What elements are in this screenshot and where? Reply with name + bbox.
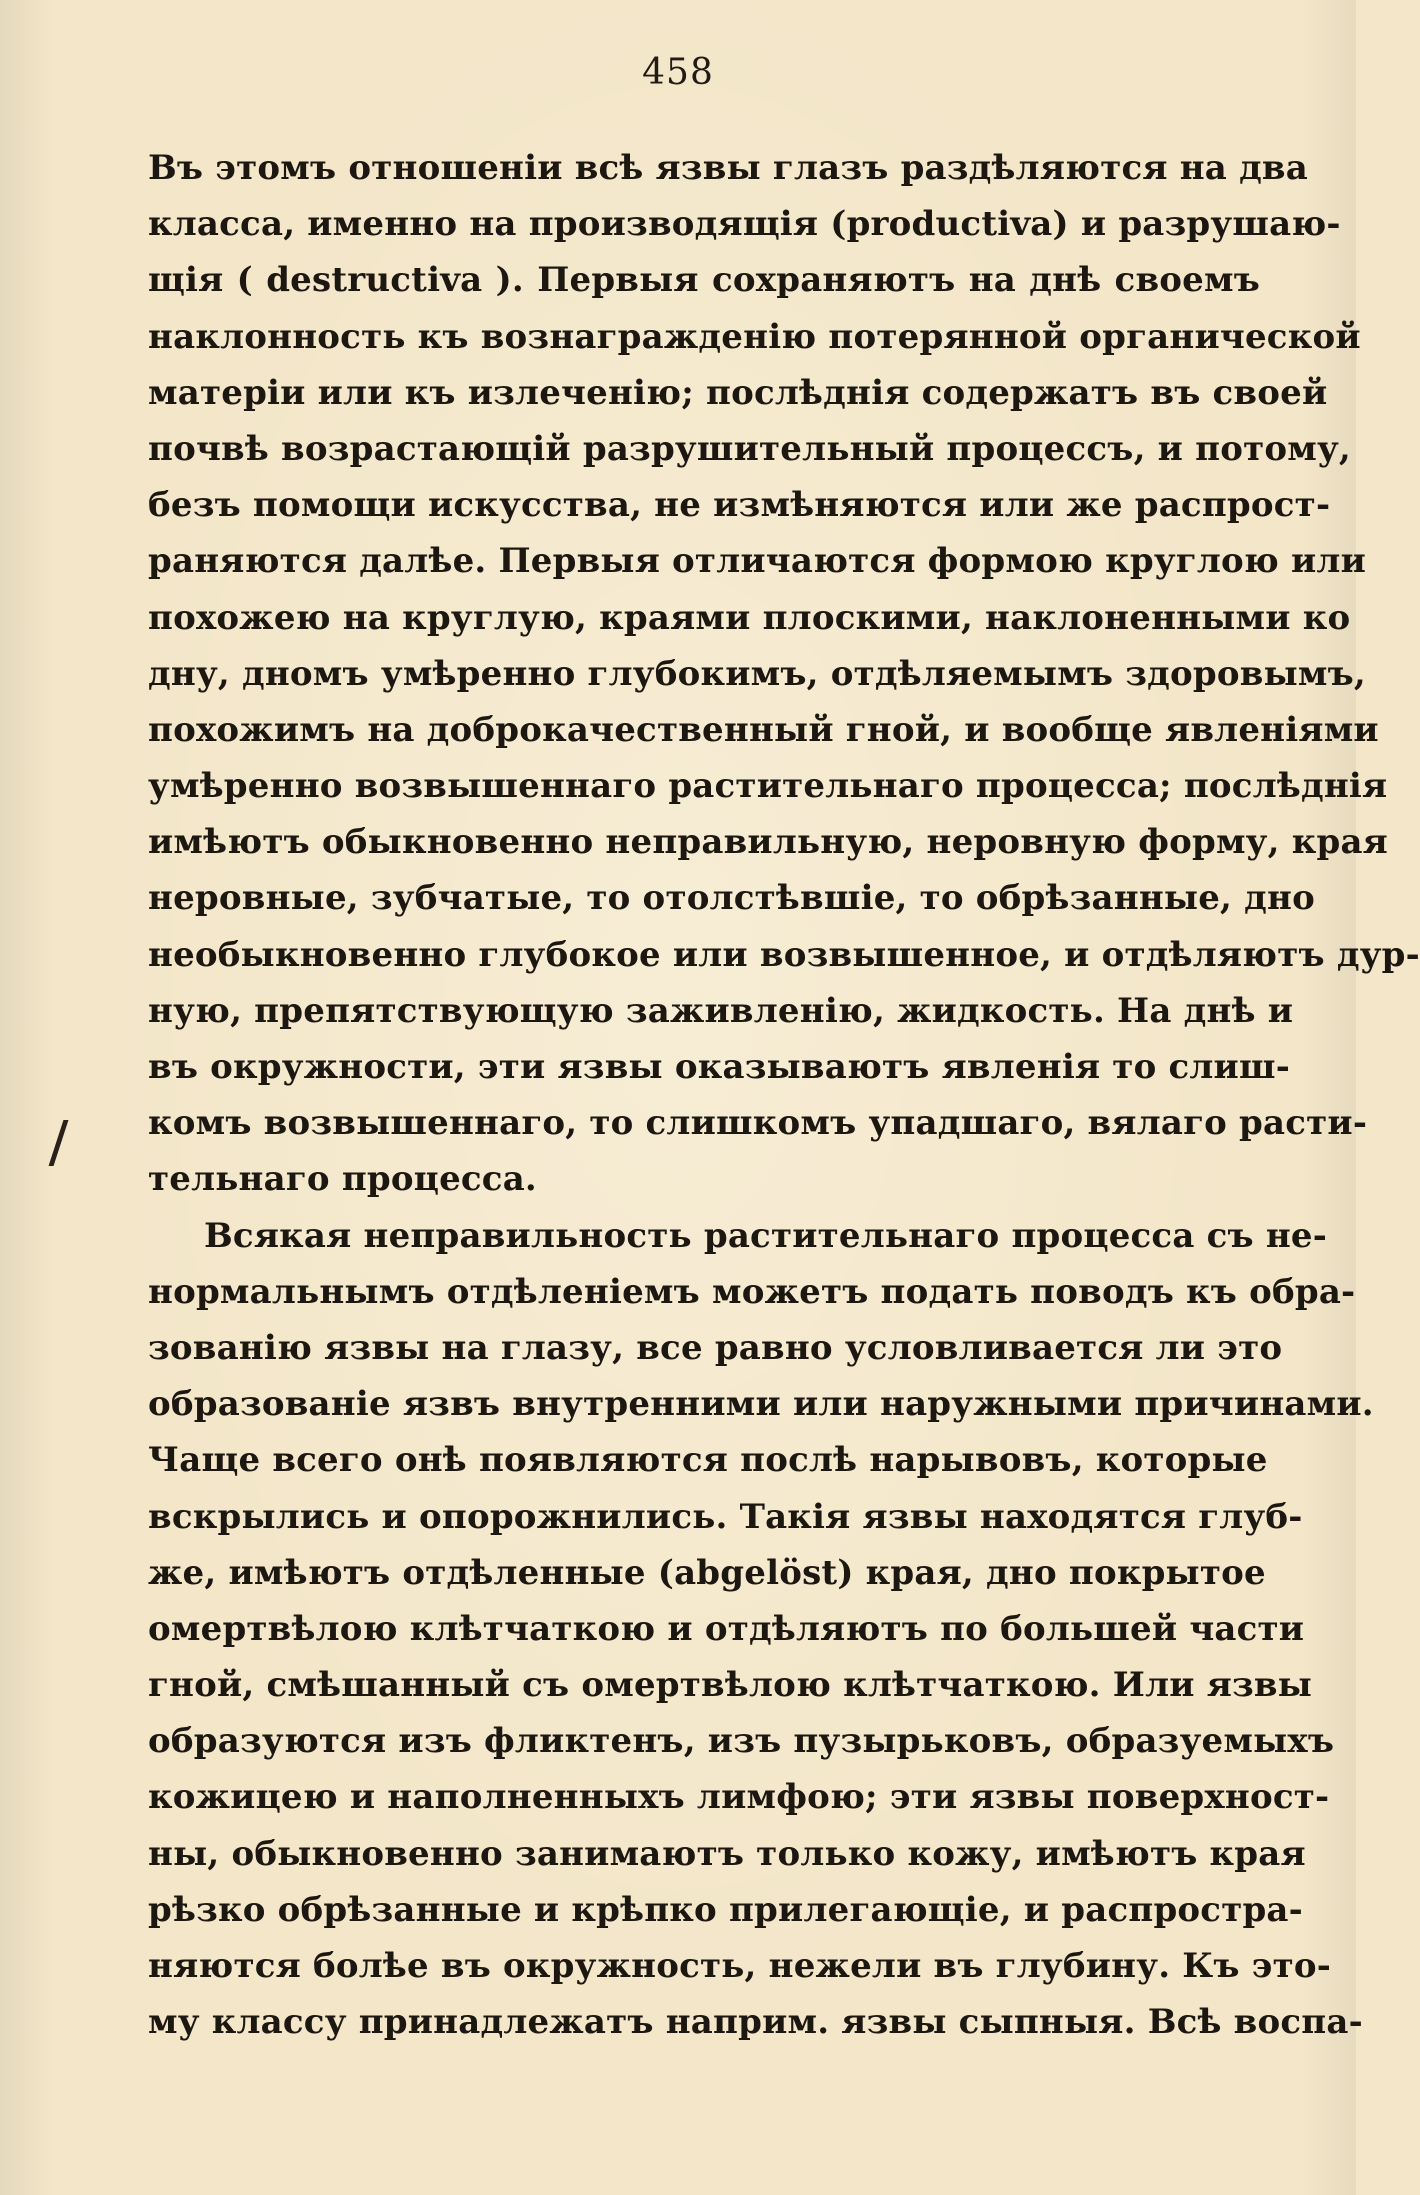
- paragraph-end-line: тельнаго процесса.: [148, 1159, 537, 1200]
- margin-pencil-mark: [49, 1120, 81, 1166]
- text-line: ны, обыкновенно занимаютъ только кожу, имѣютъ края: [148, 1833, 1306, 1874]
- text-line: имѣютъ обыкновенно неправильную, неровную форму, края: [148, 822, 1388, 863]
- text-line: кожицею и наполненныхъ лимфою; эти язвы поверхност-: [148, 1777, 1330, 1818]
- text-line: вскрылись и опорожнились. Такiя язвы находятся глуб-: [148, 1496, 1303, 1537]
- text-line: въ окружности, эти язвы оказываютъ явленiя то слиш-: [148, 1047, 1291, 1087]
- text-line: щiя ( destructiva ). Первыя сохраняютъ на днѣ своемъ: [148, 260, 1260, 301]
- text-line: неровные, зубчатые, то отолстѣвшiе, то обрѣзанные, дно: [148, 878, 1315, 919]
- text-line: же, имѣютъ отдѣленные (abgelöst) края, дно покрытое: [148, 1552, 1266, 1593]
- text-line: Чаще всего онѣ появляются послѣ нарывовъ, которые: [148, 1440, 1268, 1481]
- text-line: комъ возвышеннаго, то слишкомъ упадшаго, вялаго расти-: [148, 1103, 1368, 1144]
- text-line: дну, дномъ умѣренно глубокимъ, отдѣляемымъ здоровымъ,: [148, 653, 1366, 694]
- text-line: класса, именно на производящiя (productiva) и разрушаю-: [148, 204, 1341, 245]
- text-line: ную, препятствующую заживленiю, жидкость. На днѣ и: [148, 990, 1294, 1031]
- text-line: умѣренно возвышеннаго растительнаго процесса; послѣднiя: [148, 766, 1388, 807]
- text-line: гной, смѣшанный съ омертвѣлою клѣтчаткою. Или язвы: [148, 1665, 1313, 1706]
- text-line: нормальнымъ отдѣленiемъ можетъ подать поводъ къ обра-: [148, 1271, 1356, 1312]
- text-line: похожею на круглую, краями плоскими, наклоненными ко: [148, 597, 1351, 638]
- text-line: наклонность къ вознагражденiю потерянной органической: [148, 316, 1361, 357]
- text-line: похожимъ на доброкачественный гной, и вообще явленiями: [148, 709, 1379, 750]
- text-line: Въ этомъ отношенiи всѣ язвы глазъ раздѣляются на два: [148, 148, 1308, 188]
- text-line: зованiю язвы на глазу, все равно условливается ли это: [148, 1327, 1283, 1368]
- text-line: образуются изъ фликтенъ, изъ пузырьковъ, образуемыхъ: [148, 1721, 1335, 1762]
- text-line: необыкновенно глубокое или возвышенное, и отдѣляютъ дур-: [148, 934, 1420, 975]
- text-line: омертвѣлою клѣтчаткою и отдѣляютъ по большей части: [148, 1608, 1305, 1649]
- text-line: безъ помощи искусства, не измѣняются или же распрост-: [148, 485, 1331, 526]
- text-line: образованiе язвъ внутренними или наружными причинами.: [148, 1384, 1374, 1425]
- body-text: [148, 140, 1420, 2050]
- paragraph-start-line: Всякая неправильность растительнаго процесса съ не-: [204, 1215, 1328, 1256]
- text-line: рѣзко обрѣзанные и крѣпко прилегающiе, и распростра-: [148, 1889, 1303, 1930]
- page-number: 458: [642, 52, 714, 93]
- text-line: матерiи или къ излеченiю; послѣднiя содержатъ въ своей: [148, 372, 1328, 413]
- text-line: няются болѣе въ окружность, нежели въ глубину. Къ это-: [148, 1946, 1332, 1986]
- text-line: почвѣ возрастающiй разрушительный процессъ, и потому,: [148, 428, 1351, 469]
- text-line: раняются далѣе. Первыя отличаются формою круглою или: [148, 541, 1366, 582]
- text-line: му классу принадлежатъ наприм. язвы сыпныя. Всѣ воспа-: [148, 2002, 1363, 2043]
